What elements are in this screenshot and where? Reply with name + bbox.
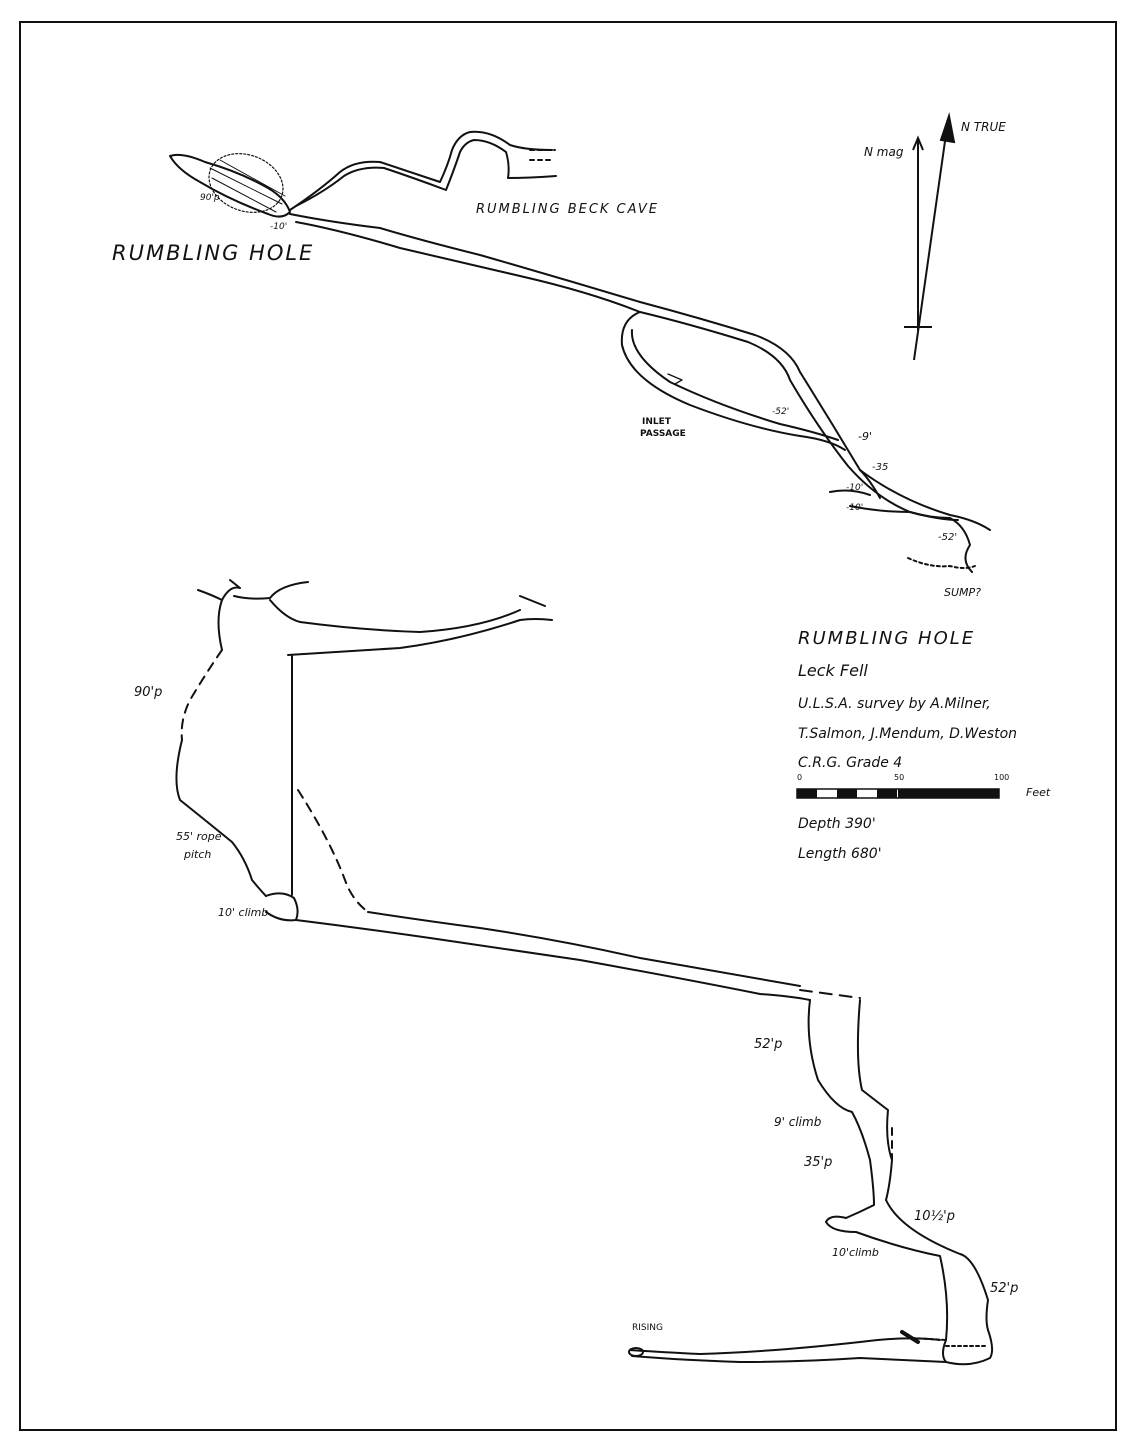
elev-rising-passage bbox=[630, 1338, 946, 1362]
main-passage-upper bbox=[290, 214, 990, 530]
elev-label-10halfp: 10½'p bbox=[914, 1209, 955, 1224]
elev-main-passage-floor bbox=[296, 920, 810, 1000]
elev-shaft-left bbox=[176, 740, 266, 896]
elev-label-climb-10a: 10' climb bbox=[218, 906, 269, 919]
legend-credit-2: T.Salmon, J.Mendum, D.Weston bbox=[798, 726, 1018, 742]
plan-sump-label: SUMP? bbox=[944, 586, 981, 599]
plan-inlet-label-2: PASSAGE bbox=[640, 429, 686, 439]
legend-grade: C.R.G. Grade 4 bbox=[798, 755, 903, 771]
elev-label-52pa: 52'p bbox=[754, 1037, 783, 1052]
elev-climb-pocket bbox=[266, 893, 298, 920]
beck-cave-passage bbox=[290, 132, 552, 210]
plan-inlet-label-1: INLET bbox=[642, 417, 671, 427]
scale-label-0: 0 bbox=[797, 773, 803, 782]
elev-rising-end bbox=[629, 1348, 643, 1356]
elev-main-passage-roof bbox=[368, 912, 800, 986]
north-arrows bbox=[904, 116, 954, 360]
plan-labels bbox=[112, 193, 981, 599]
elev-label-90p: 90'p bbox=[134, 685, 163, 700]
scale-bar bbox=[797, 789, 999, 798]
elev-label-rising: RISING bbox=[632, 1323, 663, 1333]
plan-depth-10c: -10' bbox=[846, 503, 864, 513]
elevation-labels bbox=[134, 685, 1018, 1333]
beck-cave-end bbox=[530, 150, 555, 160]
elev-label-climb-10b: 10'climb bbox=[832, 1246, 879, 1259]
plan-depth-52: -52' bbox=[772, 407, 790, 417]
plan-depth-10a: -10' bbox=[270, 222, 288, 232]
plan-depth-9: -9' bbox=[858, 430, 872, 443]
plan-view bbox=[170, 132, 990, 572]
north-true-line bbox=[914, 120, 948, 360]
legend-area: Leck Fell bbox=[798, 661, 868, 680]
plan-beck-cave-label: RUMBLING BECK CAVE bbox=[476, 202, 659, 217]
plan-depth-10b: -10' bbox=[846, 483, 864, 493]
legend-depth: Depth 390' bbox=[798, 816, 876, 832]
elev-surface-entrance bbox=[198, 580, 308, 600]
legend-credit-1: U.L.S.A. survey by A.Milner, bbox=[798, 696, 991, 712]
plan-depth-90p: 90'p bbox=[200, 193, 220, 203]
elev-upper-series bbox=[270, 596, 552, 655]
plan-depth-35: -35 bbox=[872, 462, 889, 473]
elev-label-rope-2: pitch bbox=[184, 848, 212, 861]
elev-rising-mark bbox=[902, 1332, 918, 1342]
elev-shaft-inner-dashed bbox=[298, 790, 368, 912]
north-mag-label: N mag bbox=[864, 145, 904, 159]
plan-depth-52b: -52' bbox=[938, 532, 958, 543]
entrance-depression bbox=[201, 144, 292, 223]
main-passage-lower bbox=[296, 222, 958, 520]
beck-cave-passage-wall bbox=[296, 140, 556, 206]
elev-label-35p: 35'p bbox=[804, 1155, 833, 1170]
elev-52p-left bbox=[809, 1000, 874, 1218]
entrance-shaft-outline bbox=[170, 155, 290, 217]
elev-90p-dashed bbox=[182, 650, 222, 740]
elev-label-rope-1: 55' rope bbox=[176, 830, 222, 843]
legend-length: Length 680' bbox=[798, 846, 882, 862]
north-true-arrowhead bbox=[941, 116, 954, 142]
elev-passage-dashed-top bbox=[800, 990, 860, 998]
plan-entrance-label: RUMBLING HOLE bbox=[112, 241, 315, 265]
legend-block bbox=[797, 628, 1051, 862]
elev-52p-right bbox=[858, 1000, 892, 1200]
legend-title: RUMBLING HOLE bbox=[798, 628, 976, 649]
elev-label-52pb: 52'p bbox=[990, 1281, 1019, 1296]
elev-label-climb-9: 9' climb bbox=[774, 1115, 822, 1129]
scale-unit: Feet bbox=[1026, 786, 1051, 799]
elev-90p-wall bbox=[219, 600, 223, 650]
north-true-label: N TRUE bbox=[961, 120, 1006, 134]
scale-label-100: 100 bbox=[994, 773, 1010, 782]
scale-label-50: 50 bbox=[894, 773, 905, 782]
